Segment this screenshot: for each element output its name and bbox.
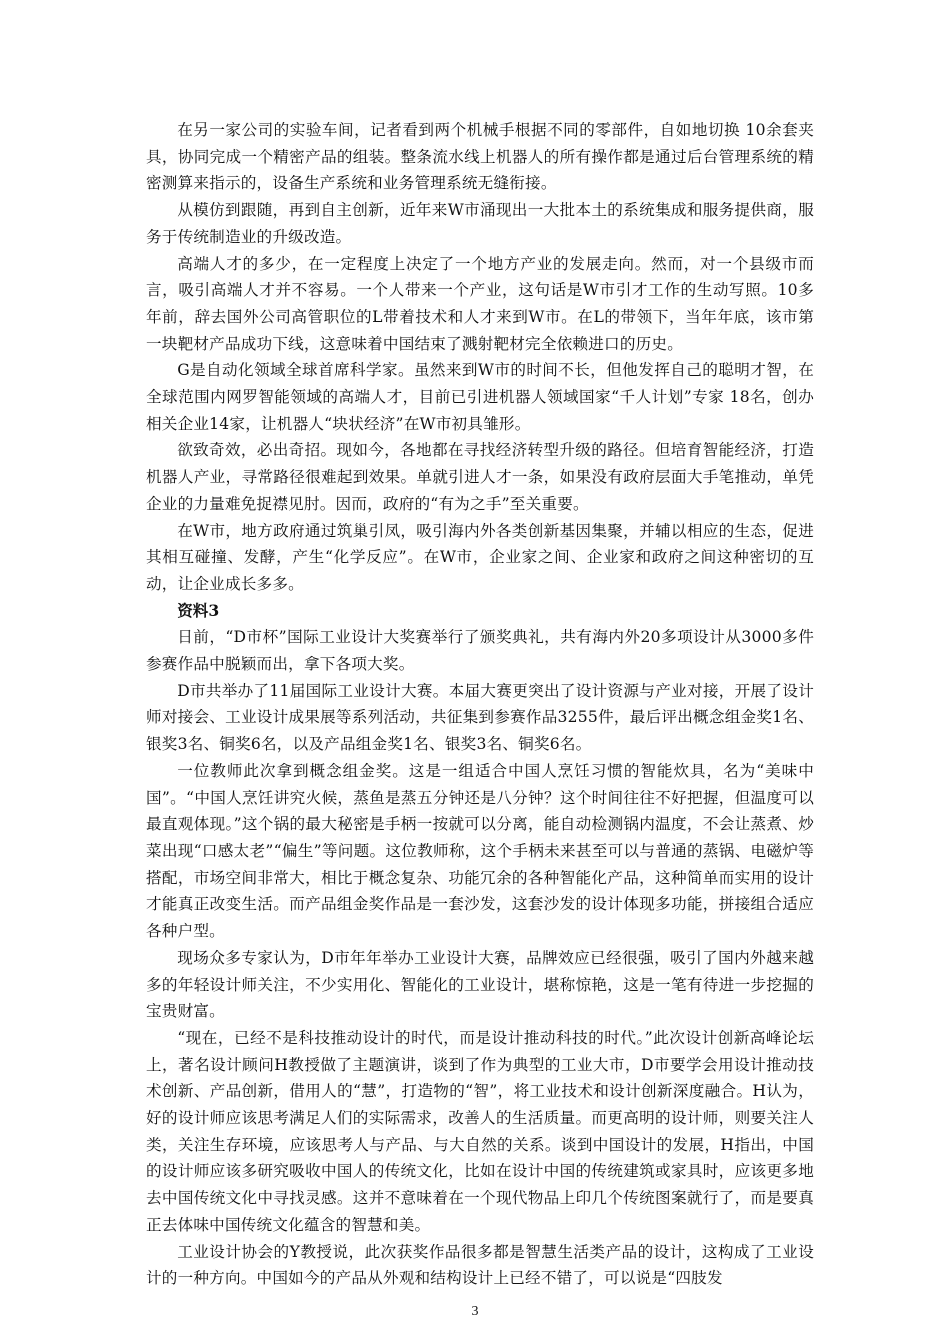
paragraph: 工业设计协会的Y教授说，此次获奖作品很多都是智慧生活类产品的设计，这构成了工业设计的一种方向。中国如今的产品从外观和结构设计上已经不错了，可以说是“四肢发 <box>146 1242 814 1288</box>
paragraph: 日前，“D市杯”国际工业设计大奖赛举行了颁奖典礼，共有海内外20多项设计从3000多件参赛作品中脱颖而出，拿下各项大奖。 <box>146 628 814 674</box>
paragraph: 在W市，地方政府通过筑巢引凤，吸引海内外各类创新基因集聚，并辅以相应的生态，促进其相互碰撞、发酵，产生“化学反应”。在W市，企业家之间、企业家和政府之间这种密切的互动，让企业成长多多。 <box>146 521 814 593</box>
paragraph: 高端人才的多少，在一定程度上决定了一个地方产业的发展走向。然而，对一个县级市而言，吸引高端人才并不容易。一个人带来一个产业，这句话是W市引才工作的生动写照。10多年前，辞去国外公司高管职位的L带着技术和人才来到W市。在L的带领下，当年年底，该市第一块靶材产品成功下线，这意味着中国结束了溅射靶材完全依赖进口的历史。 <box>146 254 814 353</box>
paragraph: “现在，已经不是科技推动设计的时代，而是设计推动科技的时代。”此次设计创新高峰论坛上，著名设计顾问H教授做了主题演讲，谈到了作为典型的工业大市，D市要学会用设计推动技术创新、产品创新，借用人的“慧”，打造物的“智”，将工业技术和设计创新深度融合。H认为，好的设计师应该思考满足人们的实际需求，改善人的生活质量。而更高明的设计师，则要关注人类，关注生存环境，应该思考人与产品、与大自然的关系。谈到中国设计的发展，H指出，中国的设计师应该多研究吸收中国人的传统文化，比如在设计中国的传统建筑或家具时，应该更多地去中国传统文化中寻找灵感。这并不意味着在一个现代物品上印几个传统图案就行了，而是要真正去体味中国传统文化蕴含的智慧和美。 <box>146 1028 814 1234</box>
paragraph: 一位教师此次拿到概念组金奖。这是一组适合中国人烹饪习惯的智能炊具，名为“美味中国”。“中国人烹饪讲究火候，蒸鱼是蒸五分钟还是八分钟？这个时间往往不好把握，但温度可以最直观体现。”这个锅的最大秘密是手柄一按就可以分离，能自动检测锅内温度，不会让蒸煮、炒菜出现“口感太老”“偏生”等问题。这位教师称，这个手柄未来甚至可以与普通的蒸锅、电磁炉等搭配，市场空间非常大，相比于概念复杂、功能冗余的各种智能化产品，这种简单而实用的设计才能真正改变生活。而产品组金奖作品是一套沙发，这套沙发的设计体现多功能，拼接组合适应各种户型。 <box>146 761 814 941</box>
document-body <box>146 117 814 1292</box>
paragraph: G是自动化领域全球首席科学家。虽然来到W市的时间不长，但他发挥自己的聪明才智，在全球范围内网罗智能领域的高端人才，目前已引进机器人领域国家“千人计划”专家 18名，创办相关企业14家，让机器人“块状经济”在W市初具雏形。 <box>146 361 814 433</box>
paragraph: 欲致奇效，必出奇招。现如今，各地都在寻找经济转型升级的路径。但培育智能经济，打造机器人产业，寻常路径很难起到效果。单就引进人才一条，如果没有政府层面大手笔推动，单凭企业的力量难免捉襟见肘。因而，政府的“有为之手”至关重要。 <box>146 441 814 513</box>
page-number: 3 <box>471 1304 479 1319</box>
paragraph: 从模仿到跟随，再到自主创新，近年来W市涌现出一大批本土的系统集成和服务提供商，服务于传统制造业的升级改造。 <box>146 201 814 246</box>
paragraph: 现场众多专家认为，D市年年举办工业设计大赛，品牌效应已经很强，吸引了国内外越来越多的年轻设计师关注，不少实用化、智能化的工业设计，堪称惊艳，这是一笔有待进一步挖掘的宝贵财富。 <box>146 948 814 1021</box>
paragraph: 在另一家公司的实验车间，记者看到两个机械手根据不同的零部件，自如地切换 10余套夹具，协同完成一个精密产品的组装。整条流水线上机器人的所有操作都是通过后台管理系统的精密测算来指示的，设备生产系统和业务管理系统无缝衔接。 <box>146 121 814 193</box>
paragraph: D市共举办了11届国际工业设计大赛。本届大赛更突出了设计资源与产业对接，开展了设计师对接会、工业设计成果展等系列活动，共征集到参赛作品3255件，最后评出概念组金奖1名、银奖3名、铜奖6名，以及产品组金奖1名、银奖3名、铜奖6名。 <box>146 681 814 754</box>
section-heading: 资料3 <box>177 600 220 620</box>
